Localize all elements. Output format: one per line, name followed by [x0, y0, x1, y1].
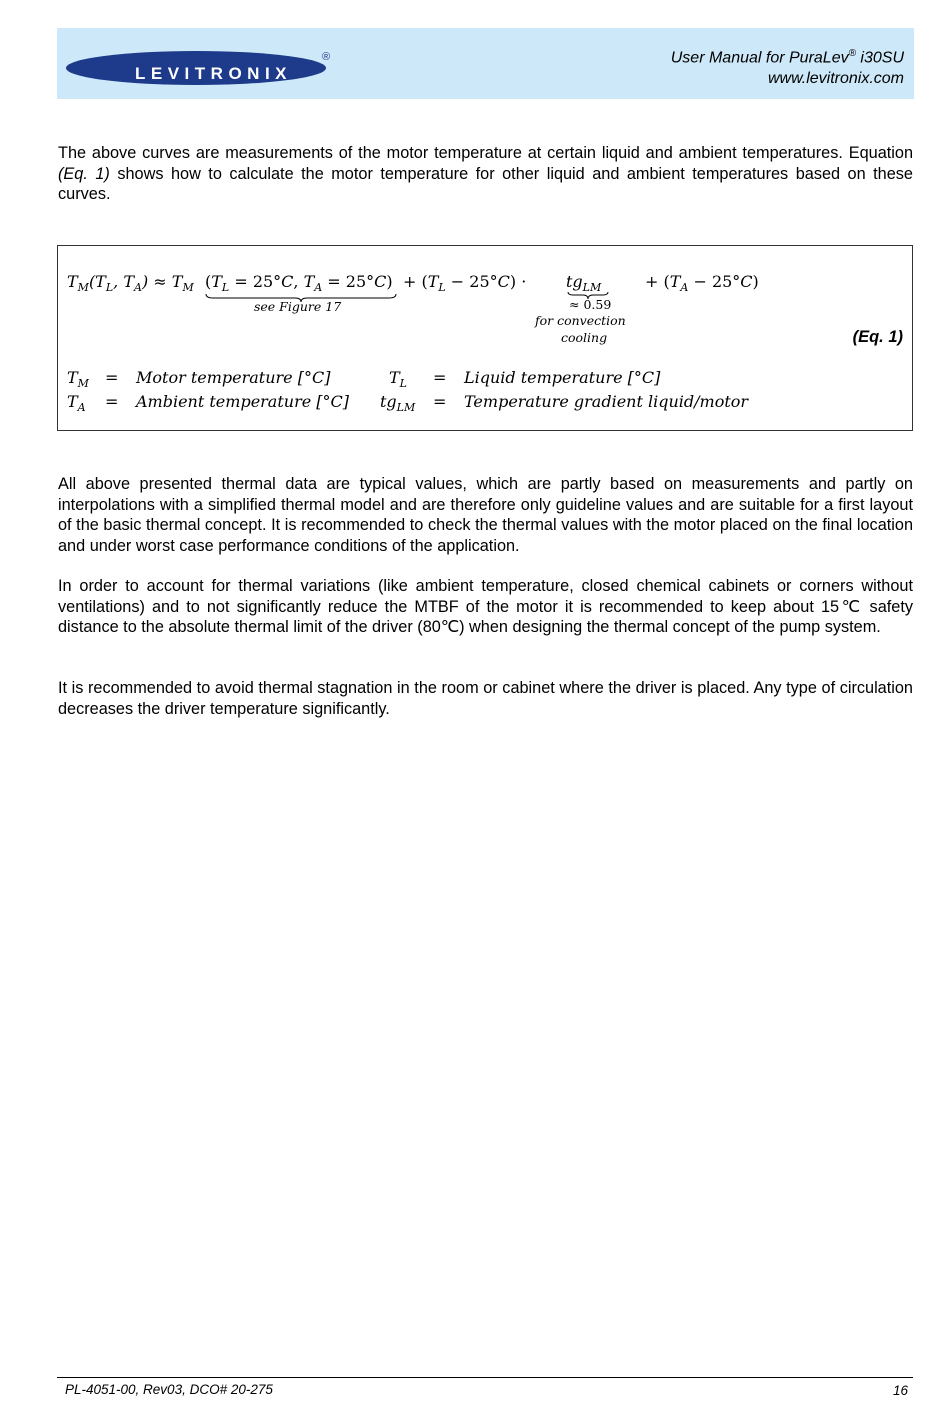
footer-divider — [57, 1377, 913, 1378]
legend-symbol-tl: $T_L$ — [389, 368, 407, 390]
equation-reference: (Eq. 1) — [58, 164, 110, 183]
legend-symbol-tm: $T_M$ — [67, 368, 89, 390]
legend-symbol-ta: $T_A$ — [67, 392, 86, 414]
equation-lhs: $T_M(T_L$, $T_A) \approx T_M$ — [67, 272, 194, 294]
document-id: PL-4051-00, Rev03, DCO# 20-275 — [65, 1382, 273, 1397]
equation-label: (Eq. 1) — [852, 328, 903, 346]
legend-desc-tglm: Temperature gradient liquid/motor — [464, 392, 749, 411]
thermal-variation-paragraph: In order to account for thermal variations (like ambient temperature, closed chemical cabinets or corners without ventilations) and to not significantly reduce the MTBF of the motor it is recommended to keep about 15℃ safety distance to the absolute thermal limit of the driver (80℃) when designing the thermal concept of the pump system. — [58, 577, 913, 636]
equation-reference-term: ($T_L = 25^\circ C$, $T_A = 25^\circ C$) — [205, 272, 393, 294]
legend-equals: = — [433, 392, 447, 411]
header-title-block — [671, 43, 904, 89]
legend-equals: = — [105, 392, 119, 411]
legend-desc-tm: Motor temperature [°C] — [136, 368, 331, 387]
levitronix-logo — [65, 42, 331, 86]
equation-ambient-term: + $(T_A - 25^\circ C)$ — [645, 272, 759, 294]
logo-text: LEVITRONIX — [135, 64, 293, 83]
see-figure-note: see Figure 17 — [254, 299, 342, 314]
legend-equals: = — [105, 368, 119, 387]
intro-paragraph: The above curves are measurements of the motor temperature at certain liquid and ambient temperatures. Equation (Eq. 1) shows how to calculate the motor temperature for other liquid and ambient temperatures based on these curves. — [58, 144, 913, 203]
gradient-note-line1: for convection — [535, 313, 626, 328]
legend-symbol-tglm: $tg_{LM}$ — [380, 392, 416, 414]
legend-equals: = — [433, 368, 447, 387]
legend-desc-tl: Liquid temperature [°C] — [464, 368, 661, 387]
equation-gradient: $tg_{LM}$ — [566, 272, 602, 294]
gradient-note-line2: cooling — [561, 330, 608, 345]
thermal-stagnation-paragraph: It is recommended to avoid thermal stagnation in the room or cabinet where the driver is placed. Any type of circulation decreases the driver temperature significantly. — [58, 679, 913, 718]
page-header — [57, 28, 914, 99]
manual-title: User Manual for PuraLev® i30SU — [670, 48, 904, 67]
equation-box — [57, 245, 913, 431]
logo-registered-mark: ® — [322, 51, 331, 63]
thermal-data-paragraph: All above presented thermal data are typical values, which are partly based on measurements and partly on interpolations with a simplified thermal model and are therefore only guideline values and are suitable for a first layout of the basic thermal concept. It is recommended to check the thermal values with the motor placed on the final location and under worst case performance conditions of the application. — [58, 475, 913, 555]
website-link[interactable]: www.levitronix.com — [767, 70, 904, 88]
equation-liquid-term: + $(T_L - 25^\circ C)$ · — [403, 272, 527, 294]
legend-desc-ta: Ambient temperature [°C] — [136, 392, 350, 411]
gradient-value: ≈ 0.59 — [569, 297, 612, 312]
page-number: 16 — [892, 1383, 908, 1398]
